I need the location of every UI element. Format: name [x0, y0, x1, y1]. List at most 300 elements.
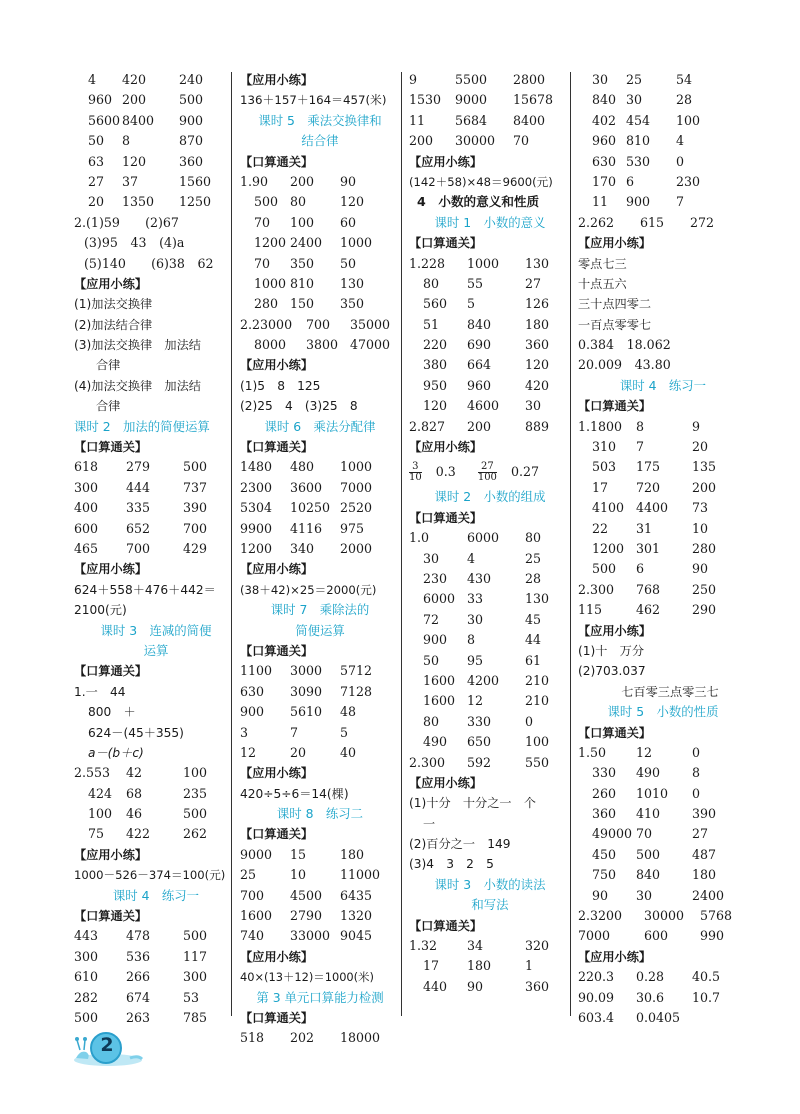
answer-row [409, 936, 571, 956]
lesson-title: 课时 5 小数的性质 [607, 704, 719, 720]
answer-cell: 3 [240, 724, 249, 740]
answer-cell: 550 [525, 754, 550, 770]
answer-cell: 480 [290, 459, 315, 475]
answer-cell: 600 [644, 928, 669, 944]
answer-cell: 444 [126, 479, 151, 495]
answer-cell: 900 [179, 112, 204, 128]
answer-row [240, 926, 400, 946]
answer-cell: 536 [126, 948, 151, 964]
answer-row [578, 886, 748, 906]
answer-cell: 200 [290, 173, 315, 189]
answer-cell: 30000 [644, 908, 685, 924]
answer-cell: 30 [525, 398, 542, 414]
answer-row [409, 671, 571, 691]
answer-row [240, 1028, 400, 1048]
answer-cell: 54 [676, 72, 693, 87]
answer-cell: 17 [423, 958, 440, 974]
answer-row [578, 478, 748, 498]
answer-line: (2)25 4 (3)25 8 [240, 399, 358, 414]
decimal-value: 0.3 [435, 464, 456, 480]
answer-row [74, 804, 238, 824]
answer-cell: 7000 [340, 479, 373, 495]
rows-lesson7 [240, 661, 400, 763]
answer-row [578, 131, 748, 151]
answer-cell: 443 [74, 928, 99, 944]
answer-row [578, 784, 748, 804]
answer-line: 1.一 44 [74, 684, 126, 699]
answer-line: (2)百分之一 149 [409, 837, 511, 852]
column-3 [409, 70, 571, 1020]
answer-cell: 301 [636, 540, 661, 556]
answer-cell: 2.553 [74, 765, 111, 781]
answer-cell: 70 [513, 133, 530, 149]
answer-cell: 135 [692, 459, 717, 475]
answer-cell: 180 [692, 867, 717, 883]
answer-row [74, 70, 238, 90]
answer-cell: 750 [592, 867, 617, 883]
answer-row [578, 417, 748, 437]
answer-cell: 7 [676, 194, 685, 210]
answer-cell: 150 [290, 296, 315, 312]
answer-cell: 500 [254, 194, 279, 210]
page-number: 2 [100, 1034, 114, 1056]
answer-cell: 1.32 [409, 938, 438, 954]
answer-cell: 870 [179, 133, 204, 149]
section-heading: 【口算通关】 [409, 510, 483, 525]
answer-cell: 0 [676, 153, 685, 169]
answer-cell: 4 [88, 72, 97, 87]
answer-row [74, 90, 238, 110]
answer-cell: 170 [592, 173, 617, 189]
rows-unit3 [240, 1028, 400, 1048]
answer-row [74, 478, 238, 498]
answer-cell: 266 [126, 969, 151, 985]
answer-cell: 690 [467, 337, 492, 353]
answer-row [409, 376, 571, 396]
answer-row [578, 906, 748, 926]
answer-cell: 30 [467, 611, 484, 627]
answer-cell: 500 [74, 1009, 99, 1025]
answer-cell: 80 [423, 275, 440, 291]
answer-cell: 50 [88, 133, 105, 149]
answer-cell: 420 [122, 72, 147, 87]
answer-cell: 6000 [467, 530, 500, 546]
answer-row [240, 702, 400, 722]
answer-cell: 615 [640, 214, 665, 230]
answer-line: 三十点四零二 [578, 297, 652, 312]
answer-row [578, 559, 748, 579]
answer-row [74, 539, 238, 559]
answer-cell: 27 [88, 173, 105, 189]
answer-line: (3)4 3 2 5 [409, 857, 494, 872]
answer-cell: 8400 [122, 112, 155, 128]
answer-line: (2)加法结合律 [74, 317, 153, 332]
answer-cell: 10.7 [692, 989, 721, 1005]
answer-line: 零点七三 [578, 256, 627, 271]
rows-lesson1 [409, 254, 571, 417]
answer-cell: 25 [240, 867, 257, 883]
answer-row [409, 355, 571, 375]
answer-cell: 1000 [254, 275, 287, 291]
answer-line: (3)95 43 (4)a [84, 235, 185, 251]
answer-cell: 700 [306, 316, 331, 332]
answer-cell: 454 [626, 112, 651, 128]
answer-row [409, 90, 571, 110]
answer-cell: 120 [525, 357, 550, 373]
answer-cell: 462 [636, 602, 661, 618]
answer-cell: 15678 [513, 92, 554, 108]
answer-line: 800 ＋ [88, 705, 136, 720]
answer-row [409, 335, 571, 355]
answer-cell: 720 [636, 479, 661, 495]
answer-cell: 1000 [340, 459, 373, 475]
answer-cell: 115 [578, 602, 603, 618]
answer-line: (5)140 (6)38 62 [84, 255, 214, 271]
answer-row [409, 549, 571, 569]
rows-lesson6 [240, 457, 400, 559]
answer-line: (142＋58)×48＝9600(元) [409, 174, 553, 189]
answer-row [240, 661, 400, 681]
answer-row [240, 315, 400, 335]
answer-cell: 50 [423, 652, 440, 668]
answer-cell: 12 [240, 744, 257, 760]
answer-cell: 1.0 [409, 530, 430, 546]
rows-lesson5-q2 [578, 906, 748, 947]
answer-cell: 30 [423, 550, 440, 566]
answer-cell: 2520 [340, 500, 373, 516]
answer-cell: 2.300 [578, 581, 615, 597]
answer-cell: 430 [467, 570, 492, 586]
answer-line: 十点五六 [578, 276, 627, 291]
answer-cell: 420 [525, 377, 550, 393]
answer-cell: 2790 [290, 908, 323, 924]
answer-line: (4)加法交换律 加法结 [74, 378, 201, 393]
answer-row [409, 589, 571, 609]
answer-row [74, 111, 238, 131]
answer-cell: 220.3 [578, 969, 615, 985]
answer-line: (1)十 万分 [578, 643, 645, 658]
answer-row [74, 1008, 238, 1028]
answer-cell: 46 [126, 806, 143, 822]
fraction: $\frac{27}{100}$ [477, 461, 497, 484]
answer-cell: 1100 [240, 663, 273, 679]
answer-cell: 37 [122, 173, 139, 189]
answer-row [409, 712, 571, 732]
answer-cell: 28 [525, 570, 542, 586]
fraction: $\frac{3}{10}$ [409, 461, 422, 484]
answer-cell: 5 [467, 296, 476, 312]
answer-cell: 0 [692, 785, 701, 801]
answer-row [409, 651, 571, 671]
answer-cell: 4 [676, 133, 685, 149]
section-heading: 【口算通关】 [409, 918, 483, 933]
answer-cell: 180 [340, 846, 365, 862]
answer-cell: 1600 [423, 693, 456, 709]
answer-cell: 200 [692, 479, 717, 495]
section-heading: 【口算通关】 [74, 664, 148, 679]
answer-row [409, 630, 571, 650]
answer-cell: 28 [676, 92, 693, 108]
answer-cell: 180 [467, 958, 492, 974]
answer-row [240, 886, 400, 906]
answer-line: 2.(1)59 (2)67 [74, 214, 179, 230]
answer-cell: 60 [340, 214, 357, 230]
answer-row [74, 967, 238, 987]
answer-cell: 592 [467, 754, 492, 770]
answer-cell: 15 [290, 846, 307, 862]
answer-cell: 90 [340, 173, 357, 189]
answer-cell: 70 [254, 255, 271, 271]
section-heading: 【口算通关】 [240, 827, 314, 842]
answer-line: 40×(13＋12)＝1000(米) [240, 970, 374, 985]
answer-row [74, 131, 238, 151]
answer-row [240, 233, 400, 253]
answer-cell: 8 [636, 418, 645, 434]
answer-cell: 960 [88, 92, 113, 108]
answer-row [409, 732, 571, 752]
fraction-answers [409, 457, 571, 487]
answer-cell: 518 [240, 1030, 265, 1046]
section-heading: 【口算通关】 [240, 440, 314, 455]
answer-cell: 840 [636, 867, 661, 883]
answer-cell: 7 [636, 439, 645, 455]
answer-cell: 1250 [179, 194, 212, 210]
answer-cell: 500 [592, 561, 617, 577]
section-heading: 【应用小练】 [578, 236, 652, 251]
answer-cell: 740 [240, 928, 265, 944]
answer-cell: 5600 [88, 112, 121, 128]
answer-cell: 100 [290, 214, 315, 230]
section-heading: 【应用小练】 [409, 775, 483, 790]
answer-cell: 47000 [350, 337, 391, 353]
answer-cell: 260 [592, 785, 617, 801]
answer-cell: 0.0405 [636, 1009, 681, 1025]
answer-cell: 9000 [240, 846, 273, 862]
answer-row [240, 906, 400, 926]
answer-line: 合律 [96, 399, 121, 414]
rows-app [578, 967, 748, 1028]
answer-row [240, 478, 400, 498]
answer-row [240, 865, 400, 885]
answer-cell: 202 [290, 1030, 315, 1046]
answer-row [409, 274, 571, 294]
answer-row [409, 753, 571, 773]
answer-cell: 126 [525, 296, 550, 312]
answer-cell: 500 [179, 92, 204, 108]
answer-cell: 3090 [290, 683, 323, 699]
answer-row [409, 417, 571, 437]
answer-cell: 70 [254, 214, 271, 230]
answer-cell: 5 [340, 724, 349, 740]
lesson-title: 课时 4 练习一 [112, 887, 200, 903]
answer-cell: 1600 [240, 908, 273, 924]
answer-cell: 410 [636, 806, 661, 822]
answer-row [240, 682, 400, 702]
answer-row [578, 580, 748, 600]
answer-cell: 360 [525, 978, 550, 994]
answer-row [578, 111, 748, 131]
answer-row [578, 498, 748, 518]
answer-row [578, 824, 748, 844]
rows-lesson8 [240, 845, 400, 947]
section-heading: 【应用小练】 [240, 358, 314, 373]
answer-row [578, 70, 748, 90]
answer-cell: 18000 [340, 1030, 381, 1046]
answer-cell: 390 [183, 500, 208, 516]
section-heading: 【应用小练】 [409, 440, 483, 455]
answer-cell: 11000 [340, 867, 381, 883]
section-heading: 【应用小练】 [240, 949, 314, 964]
answer-cell: 400 [74, 500, 99, 516]
answer-cell: 30000 [455, 133, 496, 149]
answer-row [578, 519, 748, 539]
answer-cell: 700 [126, 540, 151, 556]
answer-cell: 200 [122, 92, 147, 108]
section-heading: 【应用小练】 [240, 73, 314, 87]
answer-row [74, 457, 238, 477]
answer-row [578, 804, 748, 824]
answer-cell: 737 [183, 479, 208, 495]
answer-line: 1000－526－374＝100(元) [74, 868, 226, 883]
answer-row [409, 610, 571, 630]
lesson-title: 课时 8 练习二 [276, 806, 364, 822]
section-heading: 【口算通关】 [409, 236, 483, 251]
answer-line: 一 [423, 816, 436, 831]
answer-row [74, 824, 238, 844]
answer-row [578, 172, 748, 192]
section-heading: 【口算通关】 [74, 440, 148, 455]
answer-cell: 8000 [254, 337, 287, 353]
answer-row [74, 947, 238, 967]
answer-cell: 320 [525, 938, 550, 954]
rows-lesson4 [578, 417, 748, 580]
section-heading: 【口算通关】 [74, 909, 148, 924]
answer-cell: 674 [126, 989, 151, 1005]
answer-row [74, 192, 238, 212]
answer-cell: 600 [74, 520, 99, 536]
answer-row [240, 723, 400, 743]
answer-row [409, 111, 571, 131]
answer-cell: 250 [692, 581, 717, 597]
answer-cell: 120 [423, 398, 448, 414]
answer-cell: 500 [183, 928, 208, 944]
answer-cell: 5684 [455, 112, 488, 128]
answer-cell: 1.50 [578, 744, 607, 760]
answer-row [240, 254, 400, 274]
answer-row [240, 172, 400, 192]
answer-row [409, 131, 571, 151]
answer-cell: 49000 [592, 826, 633, 842]
answer-row [578, 845, 748, 865]
section-heading: 【口算通关】 [578, 399, 652, 414]
answer-cell: 25 [525, 550, 542, 566]
answer-cell: 2.23000 [240, 316, 293, 332]
answer-cell: 6435 [340, 887, 373, 903]
answer-cell: 350 [290, 255, 315, 271]
answer-cell: 8 [122, 133, 131, 149]
answer-cell: 1200 [254, 235, 287, 251]
answer-cell: 8 [692, 765, 701, 781]
answer-cell: 500 [183, 806, 208, 822]
section-heading: 【应用小练】 [409, 154, 483, 169]
answer-cell: 9045 [340, 928, 373, 944]
rows-lesson1-q2 [409, 417, 571, 437]
answer-cell: 900 [423, 632, 448, 648]
answer-line: 2100(元) [74, 603, 127, 618]
answer-cell: 30.6 [636, 989, 665, 1005]
answer-line: (2)703.037 [578, 664, 646, 679]
answer-cell: 48 [340, 704, 357, 720]
answer-cell: 4500 [290, 887, 323, 903]
answer-cell: 300 [74, 948, 99, 964]
section-heading: 【口算通关】 [240, 1010, 314, 1025]
answer-cell: 424 [88, 785, 113, 801]
answer-row [74, 926, 238, 946]
section-heading: 【口算通关】 [578, 725, 652, 740]
answer-cell: 664 [467, 357, 492, 373]
answer-cell: 2400 [290, 235, 323, 251]
answer-cell: 7000 [578, 928, 611, 944]
answer-cell: 80 [423, 713, 440, 729]
answer-cell: 1320 [340, 908, 373, 924]
answer-row [578, 192, 748, 212]
answer-row [578, 90, 748, 110]
answer-row [409, 254, 571, 274]
decimal-value: 0.27 [510, 464, 539, 480]
answer-cell: 263 [126, 1009, 151, 1025]
answer-cell: 2.3200 [578, 908, 623, 924]
answer-row [409, 315, 571, 335]
lesson-title: 和写法 [471, 897, 509, 913]
answer-cell: 1000 [340, 235, 373, 251]
answer-row [409, 977, 571, 997]
lesson-title: 结合律 [301, 133, 339, 149]
answer-cell: 27 [525, 275, 542, 291]
answer-cell: 10 [692, 520, 709, 536]
answer-row [578, 967, 748, 987]
answer-cell: 360 [592, 806, 617, 822]
answer-line: (3)加法交换律 加法结 [74, 338, 201, 353]
answer-cell: 200 [467, 418, 492, 434]
answer-cell: 4 [467, 550, 476, 566]
answer-line: 七百零三点零三七 [621, 684, 719, 699]
lesson-title: 课时 7 乘除法的 [270, 602, 370, 618]
answer-cell: 8 [467, 632, 476, 648]
answer-cell: 117 [183, 948, 208, 964]
answer-row [409, 956, 571, 976]
answer-cell: 10 [290, 867, 307, 883]
answer-row [578, 988, 748, 1008]
answer-cell: 630 [240, 683, 265, 699]
answer-row [74, 763, 238, 783]
answer-cell: 465 [74, 540, 99, 556]
answer-cell: 840 [592, 92, 617, 108]
answer-cell: 360 [179, 153, 204, 169]
rows-lesson5-q2 [240, 315, 400, 356]
answer-line: (1)5 8 125 [240, 378, 321, 393]
answer-cell: 478 [126, 928, 151, 944]
rows-lesson2 [409, 528, 571, 752]
answer-cell: 650 [467, 734, 492, 750]
lesson-title: 课时 5 乘法交换律和 [258, 112, 382, 128]
section-heading: 【口算通关】 [240, 643, 314, 658]
answer-row [240, 335, 400, 355]
answer-line: 合律 [96, 358, 121, 373]
answer-cell: 5304 [240, 500, 273, 516]
answer-row [578, 865, 748, 885]
answer-cell: 27 [692, 826, 709, 842]
answer-cell: 210 [525, 693, 550, 709]
